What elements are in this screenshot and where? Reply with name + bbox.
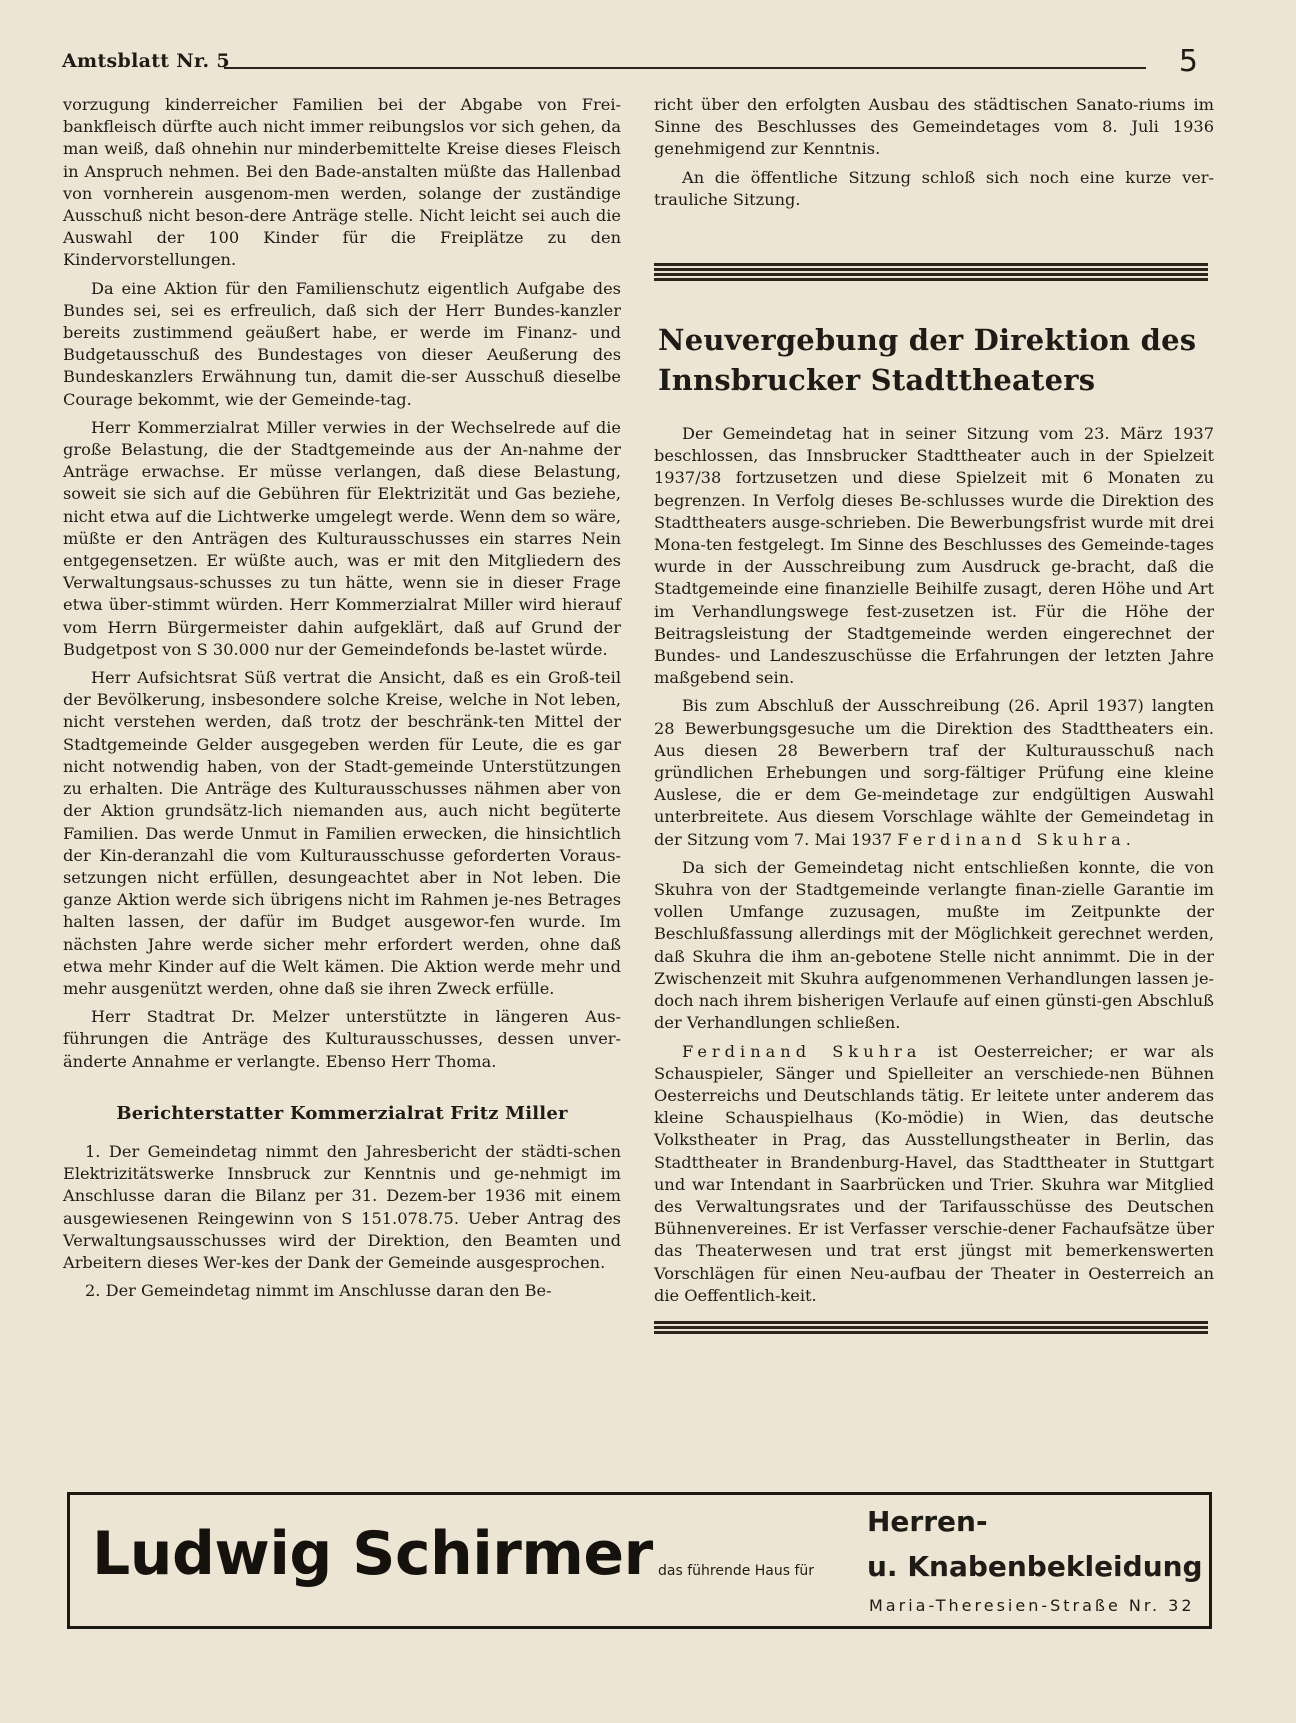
- paragraph: An die öffentliche Sitzung schloß sich noch eine kurze ver-trauliche Sitzung.: [654, 167, 1214, 209]
- person-name: Ferdinand Skuhra: [897, 829, 1126, 849]
- paragraph: Da sich der Gemeindetag nicht entschließen konnte, die von Skuhra von der Stadtgemeinde verlangte finan-zielle Garantie im vollen Umfange zuzusagen, mußte im Zeitpunkte der Beschlußfassung allerdings mit der Möglichkeit gerechnet werden, daß Skuhra die ihm an-gebotene Stelle nicht annimmt. Die in der Zwischenzeit mit Skuhra aufgenommenen Verhandlungen lassen je-doch nach ihrem bisherigen Verlaufe auf einen günsti-gen Abschluß der Verhandlungen schließen.: [654, 857, 1214, 1033]
- right-column: [654, 94, 1214, 1341]
- ad-category: u. Knabenbekleidung: [867, 1550, 1203, 1583]
- article-headline: [658, 321, 1214, 399]
- paragraph: Da eine Aktion für den Familienschutz eigentlich Aufgabe des Bundes sei, sei es erfreulich, daß sich der Herr Bundes-kanzler bereits zustimmend geäußert habe, er werde im Finanz- und Budgetausschuß des Bundestages von dieser Aeußerung des Bundeskanzlers Erwähnung tun, damit die-ser Ausschuß dieselbe Courage bekommt, wie der Gemeinde-tag.: [63, 278, 621, 409]
- paragraph: Herr Aufsichtsrat Süß vertrat die Ansicht, daß es ein Groß-teil der Bevölkerung, insbesondere solche Kreise, welche in Not leben, nicht verstehen werden, daß trotz der beschränk-ten Mittel der Stadtgemeinde Gelder ausgegeben werden für Leute, die es gar nicht notwendig haben, von der Stadt-gemeinde Unterstützungen zu erhalten. Die Anträge des Kulturausschusses nähmen aber von der Aktion grundsätz-lich niemanden aus, auch nicht begüterte Familien. Das werde Unmut in Familien erwecken, die hinsichtlich der Kin-deranzahl die vom Kulturausschusse geforderten Voraus-setzungen nicht erfüllen, desungeachtet aber in Not leben. Die ganze Aktion werde sich übrigens nicht im Rahmen je-nes Betrages halten lassen, der dafür im Budget ausgewor-fen wurde. Im nächsten Jahre werde sicher mehr erfordert werden, ohne daß etwa mehr Kinder auf die Welt kämen. Die Aktion werde mehr und mehr ausgenützt werden, ohne daß sie ihren Zweck erfülle.: [63, 668, 621, 998]
- paragraph: richt über den erfolgten Ausbau des städtischen Sanato-riums im Sinne des Beschlusses des Gemeindetages vom 8. Juli 1936 genehmigend zur Kenntnis.: [654, 95, 1214, 159]
- publication-title: Amtsblatt Nr. 5: [62, 50, 230, 72]
- person-name: Ferdinand Skuhra: [682, 1041, 922, 1061]
- ad-brand-name: Ludwig Schirmer: [92, 1519, 653, 1589]
- paragraph-text: Bis zum Abschluß der Ausschreibung (26. April 1937) langten 28 Bewerbungsgesuche um die Direktion des Stadttheaters ein. Aus diesen 28 Bewerbern traf der Kulturausschuß nach gründlichen Erhebungen und sorg-fältiger Prüfung eine kleine Auslese, die er dem Ge-meindetage zur endgültigen Auswahl unterbreitete. Aus diesem Vorschlage wählte der Gemeindetag in der Sitzung vom 7. Mai 1937: [654, 696, 1214, 849]
- resolution-item: 2. Der Gemeindetag nimmt im Anschlusse daran den Be-: [85, 1281, 552, 1301]
- paragraph: Herr Stadtrat Dr. Melzer unterstützte in längeren Aus-führungen die Anträge des Kulturausschusses, dessen unver-änderte Annahme er verlangte. Ebenso Herr Thoma.: [63, 1007, 621, 1071]
- article-end-divider: [654, 1321, 1208, 1341]
- section-subheading: Berichterstatter Kommerzialrat Fritz Miller: [116, 1102, 568, 1124]
- page-number: 5: [1178, 44, 1198, 79]
- ad-address: Maria-Theresien-Straße Nr. 32: [869, 1596, 1195, 1615]
- paragraph: Der Gemeindetag hat in seiner Sitzung vom 23. März 1937 beschlossen, das Innsbrucker Stadttheater auch in der Spielzeit 1937/38 fortzusetzen und diese Spielzeit mit 6 Monaten zu begrenzen. In Verfolg dieses Be-schlusses wurde die Direktion des Stadttheaters ausge-schrieben. Die Bewerbungsfrist wurde mit drei Mona-ten festgelegt. Im Sinne des Beschlusses des Gemeinde-tages wurde in der Ausschreibung zum Ausdruck ge-bracht, daß die Stadtgemeinde eine finanzielle Beihilfe zusagt, deren Höhe und Art im Verhandlungswege fest-zusetzen ist. Für die Höhe der Beitragsleistung der Stadtgemeinde werden eingerechnet der Bundes- und Landeszuschüsse die Erfahrungen der letzten Jahre maßgebend sein.: [654, 424, 1214, 688]
- paragraph: Herr Kommerzialrat Miller verwies in der Wechselrede auf die große Belastung, die der Stadtgemeinde aus der An-nahme der Anträge erwachse. Er müsse verlangen, daß diese Belastung, soweit sie sich auf die Gebühren für Elektrizität und Gas beziehe, nicht etwa auf die Lichtwerke umgelegt werde. Wenn dem so wäre, müßte er den Anträgen des Kulturausschusses ein starres Nein entgegensetzen. Er wüßte auch, was er mit den Mitgliedern des Verwaltungsaus-schusses zu tun hätte, wenn sie in dieser Frage etwa über-stimmt würden. Herr Kommerzialrat Miller wird hierauf vom Herrn Bürgermeister dahin aufgeklärt, daß auf Grund der Budgetpost von S 30.000 nur der Gemeindefonds be-lastet würde.: [63, 417, 621, 659]
- headline-line: Innsbrucker Stadttheaters: [658, 363, 1096, 398]
- left-column: [63, 94, 621, 1308]
- ad-category: Herren-: [867, 1505, 988, 1538]
- resolution-item: 1. Der Gemeindetag nimmt den Jahresbericht der städti-schen Elektrizitätswerke Innsbruck zur Kenntnis und ge-nehmigt im Anschlusse daran die Bilanz per 31. Dezem-ber 1936 mit einem ausgewiesenen Reingewinn von S 151.078.75. Ueber Antrag des Verwaltungsausschusses wird der Direktion, den Beamten und Arbeitern dieses Wer-kes der Dank der Gemeinde ausgesprochen.: [63, 1141, 621, 1272]
- paragraph-text: ist Oesterreicher; er war als Schauspieler, Sänger und Spielleiter an verschiede-nen Bühnen Oesterreichs und Deutschlands tätig. Er leitete unter anderem das kleine Schauspielhaus (Ko-mödie) in Wien, das deutsche Volkstheater in Prag, das Ausstellungstheater in Berlin, das Stadttheater in Brandenburg-Havel, das Stadttheater in Stuttgart und war Intendant in Saarbrücken und Trier. Skuhra war Mitglied des Verwaltungsrates und der Tarifausschüsse des Deutschen Bühnenvereines. Er ist Verfasser verschie-dener Fachaufsätze über das Theaterwesen und trat erst jüngst mit bemerkenswerten Vorschlägen für einen Neu-aufbau der Theater in Oesterreich an die Oeffentlich-keit.: [654, 1041, 1214, 1305]
- headline-line: Neuvergebung der Direktion des: [658, 323, 1197, 358]
- paragraph: [654, 1041, 1214, 1307]
- ad-tagline: das führende Haus für: [658, 1563, 815, 1579]
- paragraph: vorzugung kinderreicher Familien bei der Abgabe von Frei-bankfleisch dürfte auch nicht immer reibungslos vor sich gehen, da man weiß, daß ohnehin nur minderbemittelte Kreise dieses Fleisch in Anspruch nehmen. Bei den Bade-anstalten müßte das Hallenbad von vornherein ausgenom-men werden, solange der zuständige Ausschuß nicht beson-dere Anträge stelle. Nicht leicht sei auch die Auswahl der 100 Kinder für die Freiplätze zu den Kindervorstellungen.: [63, 95, 621, 270]
- advertisement-box: [67, 1492, 1212, 1629]
- page-header: [62, 44, 1198, 79]
- section-divider: [654, 263, 1208, 287]
- paragraph: Bis zum Abschluß der Ausschreibung (26. April 1937) langten 28 Bewerbungsgesuche um die Direktion des Stadttheaters ein. Aus diesen 28 Bewerbern traf der Kulturausschuß nach gründlichen Erhebungen und sorg-fältiger Prüfung eine kleine Auslese, die er dem Ge-meindetage zur endgültigen Auswahl unterbreitete. Aus diesem Vorschlage wählte der Gemeindetag in der Sitzung vom 7. Mai 1937 Ferdinand Skuhra.: [654, 696, 1214, 849]
- header-rule: [224, 67, 1146, 69]
